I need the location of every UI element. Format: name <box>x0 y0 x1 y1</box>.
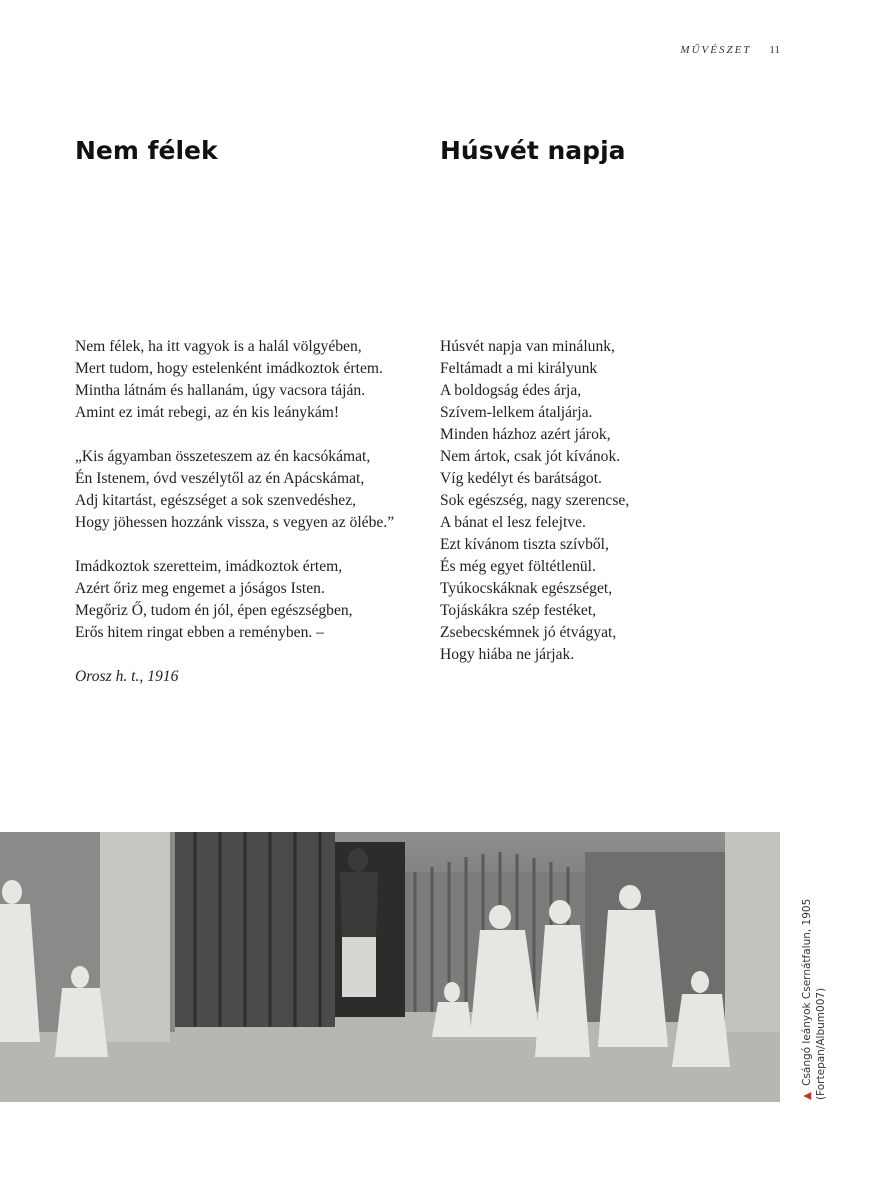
poem-title-right: Húsvét napja <box>440 136 626 165</box>
running-header <box>680 44 780 56</box>
poem-line: Mintha látnám és hallanám, úgy vacsora táján. <box>75 382 366 399</box>
poem-line: Adj kitartást, egészséget a sok szenvedéshez, <box>75 492 357 509</box>
poem-line: Én Istenem, óvd veszélytől az én Apácskámat, <box>75 470 365 487</box>
poem-line: Tyúkocskáknak egészséget, <box>440 580 613 597</box>
caption-triangle-icon: ▲ <box>801 1091 813 1100</box>
photo-right-pillar <box>725 832 780 1032</box>
poem-body-left <box>75 336 394 688</box>
historic-photo <box>0 832 780 1102</box>
poem-line: Ezt kívánom tiszta szívből, <box>440 536 609 553</box>
photo-pillar <box>100 832 170 1042</box>
caption-line: (Fortepan/Album007) <box>815 987 827 1100</box>
poem-line: Tojáskákra szép festéket, <box>440 602 597 619</box>
photo-man-trousers <box>342 937 376 997</box>
poem-line: Hogy jöhessen hozzánk vissza, s vegyen az ölébe.” <box>75 514 395 531</box>
poem-line: Hogy hiába ne járjak. <box>440 646 575 663</box>
poem-line: Víg kedélyt és barátságot. <box>440 470 602 487</box>
poem-line: Imádkoztok szeretteim, imádkoztok értem, <box>75 558 343 575</box>
poem-line: Minden házhoz azért járok, <box>440 426 611 443</box>
caption-line: Csángó leányok Csernátfalun, 1905 <box>801 898 813 1086</box>
poem-line: Sok egészség, nagy szerencse, <box>440 492 630 509</box>
poem-line: Megőriz Ő, tudom én jól, épen egészségben, <box>75 602 353 619</box>
photo-illustration <box>0 832 780 1102</box>
poem-line: És még egyet föltétlenül. <box>440 558 596 575</box>
poem-line: Nem félek, ha itt vagyok is a halál völgyében, <box>75 338 362 355</box>
poem-line: Mert tudom, hogy estelenként imádkoztok értem. <box>75 360 383 377</box>
poem-line: A boldogság édes árja, <box>440 382 582 399</box>
poem-line: Szívem-lelkem átaljárja. <box>440 404 593 421</box>
poem-line: Zsebecskémnek jó étvágyat, <box>440 624 617 641</box>
poem-line: Azért őriz meg engemet a jóságos Isten. <box>75 580 325 597</box>
poem-title-left: Nem félek <box>75 136 218 165</box>
photo-gate <box>175 832 335 1027</box>
poem-line: Húsvét napja van minálunk, <box>440 338 615 355</box>
poem-signature: Orosz h. t., 1916 <box>75 668 179 685</box>
section-name: MŰVÉSZET <box>680 44 752 56</box>
photo-caption <box>800 900 828 1100</box>
poem-line: A bánat el lesz felejtve. <box>440 514 586 531</box>
page-number: 11 <box>769 44 780 56</box>
poem-body-right <box>440 336 629 688</box>
poem-line: Erős hitem ringat ebben a reményben. – <box>75 624 324 641</box>
poem-line: Nem ártok, csak jót kívánok. <box>440 448 621 465</box>
stanza <box>75 556 394 644</box>
stanza <box>440 336 629 666</box>
poem-line: Amint ez imát rebegi, az én kis leánykám! <box>75 404 340 421</box>
stanza <box>75 446 394 534</box>
poem-line: „Kis ágyamban összeteszem az én kacsókámat, <box>75 448 371 465</box>
poem-line: Feltámadt a mi királyunk <box>440 360 598 377</box>
stanza <box>75 336 394 424</box>
